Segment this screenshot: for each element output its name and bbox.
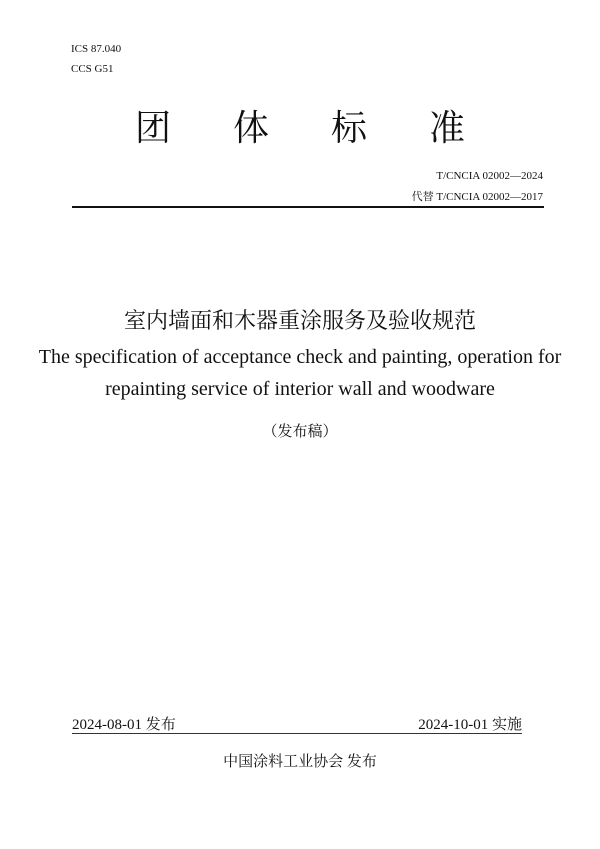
publish-date: 2024-08-01 发布	[72, 717, 176, 733]
ccs-code: CCS G51	[71, 63, 114, 75]
publisher: 中国涂料工业协会 发布	[223, 754, 377, 770]
replaces-standard: 代替 T/CNCIA 02002—2017	[411, 191, 543, 203]
doc-type-char: 标	[330, 108, 367, 149]
ics-code: ICS 87.040	[71, 43, 122, 55]
doc-type-char: 准	[428, 108, 465, 149]
effective-date: 2024-10-01 实施	[418, 717, 522, 733]
doc-type-char: 团	[134, 108, 171, 149]
english-title-line2: repainting service of interior wall and woodware	[105, 378, 495, 400]
document-type-heading	[0, 100, 600, 151]
doc-type-char: 体	[232, 108, 269, 149]
chinese-title: 室内墙面和木器重涂服务及验收规范	[123, 309, 476, 334]
footer-divider	[72, 733, 522, 734]
draft-status: （发布稿）	[262, 422, 338, 440]
english-title-line1: The specification of acceptance check and painting, operation for	[38, 346, 562, 368]
header-divider	[72, 206, 544, 208]
standard-number: T/CNCIA 02002—2024	[436, 170, 543, 182]
